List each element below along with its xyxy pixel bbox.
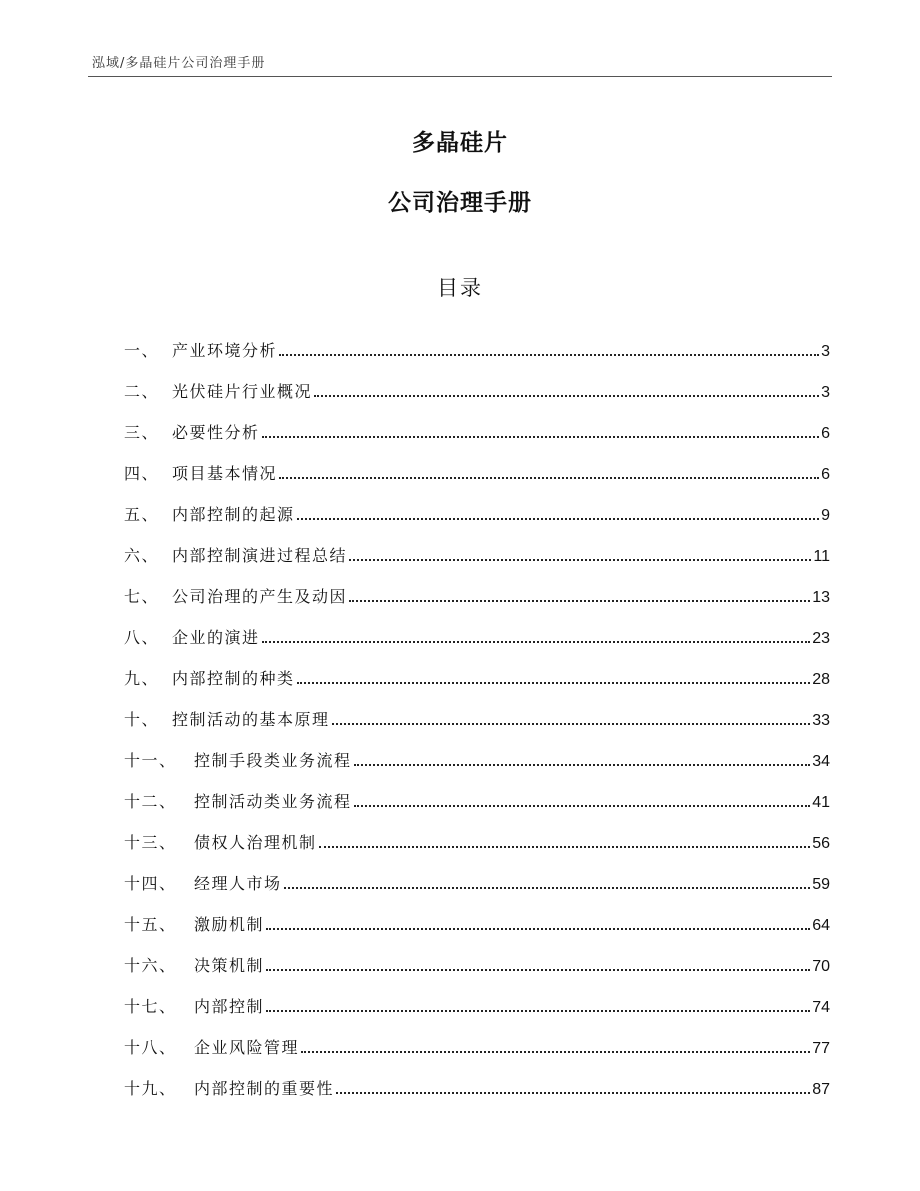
toc-entry-number: 十八、 [124, 1038, 177, 1057]
toc-entry[interactable] [124, 1017, 830, 1058]
toc-entry-number: 十一、 [124, 751, 177, 770]
toc-entry-page: 41 [812, 794, 830, 811]
toc-entry-number: 四、 [124, 464, 160, 483]
toc-entry-page: 56 [812, 835, 830, 852]
toc-entry-number: 三、 [124, 423, 160, 442]
toc-entry[interactable] [124, 976, 830, 1017]
toc-entry-number: 十九、 [124, 1079, 177, 1098]
toc-dot-leader [279, 354, 819, 356]
toc-entry-page: 13 [812, 589, 830, 606]
toc-dot-leader [297, 518, 820, 520]
toc-entry-number: 五、 [124, 505, 160, 524]
toc-entry-label: 必要性分析 [172, 423, 260, 442]
toc-entry[interactable] [124, 1058, 830, 1099]
toc-entry-label: 企业风险管理 [194, 1038, 300, 1057]
toc-entry-label: 内部控制 [194, 997, 265, 1016]
toc-entry-label: 企业的演进 [172, 628, 260, 647]
toc-entry-number: 十、 [124, 710, 160, 729]
toc-dot-leader [332, 723, 811, 725]
toc-dot-leader [319, 846, 811, 848]
toc-entry[interactable] [124, 689, 830, 730]
toc-entry[interactable] [124, 443, 830, 484]
toc-entry-page: 6 [821, 466, 830, 483]
toc-entry-page: 74 [812, 999, 830, 1016]
toc-entry[interactable] [124, 361, 830, 402]
toc-dot-leader [349, 600, 810, 602]
toc-entry-page: 77 [812, 1040, 830, 1057]
toc-entry-label: 光伏硅片行业概况 [172, 382, 313, 401]
toc-entry[interactable] [124, 853, 830, 894]
toc-entry[interactable] [124, 935, 830, 976]
toc-entry[interactable] [124, 894, 830, 935]
toc-entry[interactable] [124, 525, 830, 566]
toc-entry-number: 十四、 [124, 874, 177, 893]
toc-entry-number: 七、 [124, 587, 160, 606]
toc-entry-label: 控制手段类业务流程 [194, 751, 352, 770]
toc-dot-leader [314, 395, 819, 397]
toc-dot-leader [279, 477, 819, 479]
toc-entry-label: 内部控制的种类 [172, 669, 295, 688]
toc-entry-number: 九、 [124, 669, 160, 688]
toc-entry[interactable] [124, 566, 830, 607]
toc-entry-label: 激励机制 [194, 915, 265, 934]
toc-entry[interactable] [124, 607, 830, 648]
toc-entry-number: 一、 [124, 341, 160, 360]
toc-dot-leader [262, 436, 820, 438]
toc-entry-number: 十六、 [124, 956, 177, 975]
toc-entry-page: 33 [812, 712, 830, 729]
toc-entry-number: 十五、 [124, 915, 177, 934]
toc-dot-leader [349, 559, 811, 561]
toc-entry-label: 项目基本情况 [172, 464, 278, 483]
toc-entry[interactable] [124, 484, 830, 525]
toc-entry-number: 十七、 [124, 997, 177, 1016]
toc-dot-leader [284, 887, 811, 889]
toc-entry[interactable] [124, 320, 830, 361]
toc-entry-label: 债权人治理机制 [194, 833, 317, 852]
toc-dot-leader [266, 969, 810, 971]
toc-dot-leader [354, 805, 811, 807]
toc-entry[interactable] [124, 812, 830, 853]
toc-entry-number: 十二、 [124, 792, 177, 811]
toc-entry-page: 64 [812, 917, 830, 934]
doc-title-line1: 多晶硅片 [412, 130, 508, 156]
toc-entry-label: 决策机制 [194, 956, 265, 975]
toc-entry-number: 八、 [124, 628, 160, 647]
toc-entry-number: 六、 [124, 546, 160, 565]
toc-heading: 目录 [437, 276, 483, 300]
toc-entry-page: 3 [821, 384, 830, 401]
toc-entry[interactable] [124, 771, 830, 812]
toc-entry-label: 公司治理的产生及动因 [172, 587, 348, 606]
toc-entry-page: 6 [821, 425, 830, 442]
toc-entry-page: 34 [812, 753, 830, 770]
toc-entry-label: 内部控制的起源 [172, 505, 295, 524]
toc-entry-label: 控制活动类业务流程 [194, 792, 352, 811]
toc-dot-leader [262, 641, 811, 643]
toc-dot-leader [336, 1092, 810, 1094]
toc-dot-leader [266, 1010, 810, 1012]
doc-title-line2: 公司治理手册 [388, 190, 532, 216]
toc-entry-number: 二、 [124, 382, 160, 401]
toc-entry-label: 产业环境分析 [172, 341, 278, 360]
toc-entry-page: 3 [821, 343, 830, 360]
toc-entry-label: 内部控制演进过程总结 [172, 546, 348, 565]
running-header: 泓域/多晶硅片公司治理手册 [92, 56, 266, 71]
toc-entry-page: 11 [813, 548, 830, 565]
toc-entry-label: 控制活动的基本原理 [172, 710, 330, 729]
toc-entry-page: 23 [812, 630, 830, 647]
toc-entry[interactable] [124, 402, 830, 443]
toc-entry-number: 十三、 [124, 833, 177, 852]
toc-entry-label: 内部控制的重要性 [194, 1079, 335, 1098]
table-of-contents [124, 320, 830, 1099]
toc-entry-page: 87 [812, 1081, 830, 1098]
toc-entry[interactable] [124, 648, 830, 689]
toc-dot-leader [297, 682, 811, 684]
toc-entry-label: 经理人市场 [194, 874, 282, 893]
toc-entry-page: 59 [812, 876, 830, 893]
header-rule [88, 76, 832, 77]
toc-entry-page: 70 [812, 958, 830, 975]
toc-dot-leader [301, 1051, 810, 1053]
toc-entry-page: 28 [812, 671, 830, 688]
toc-entry[interactable] [124, 730, 830, 771]
toc-entry-page: 9 [821, 507, 830, 524]
toc-dot-leader [354, 764, 811, 766]
toc-dot-leader [266, 928, 810, 930]
